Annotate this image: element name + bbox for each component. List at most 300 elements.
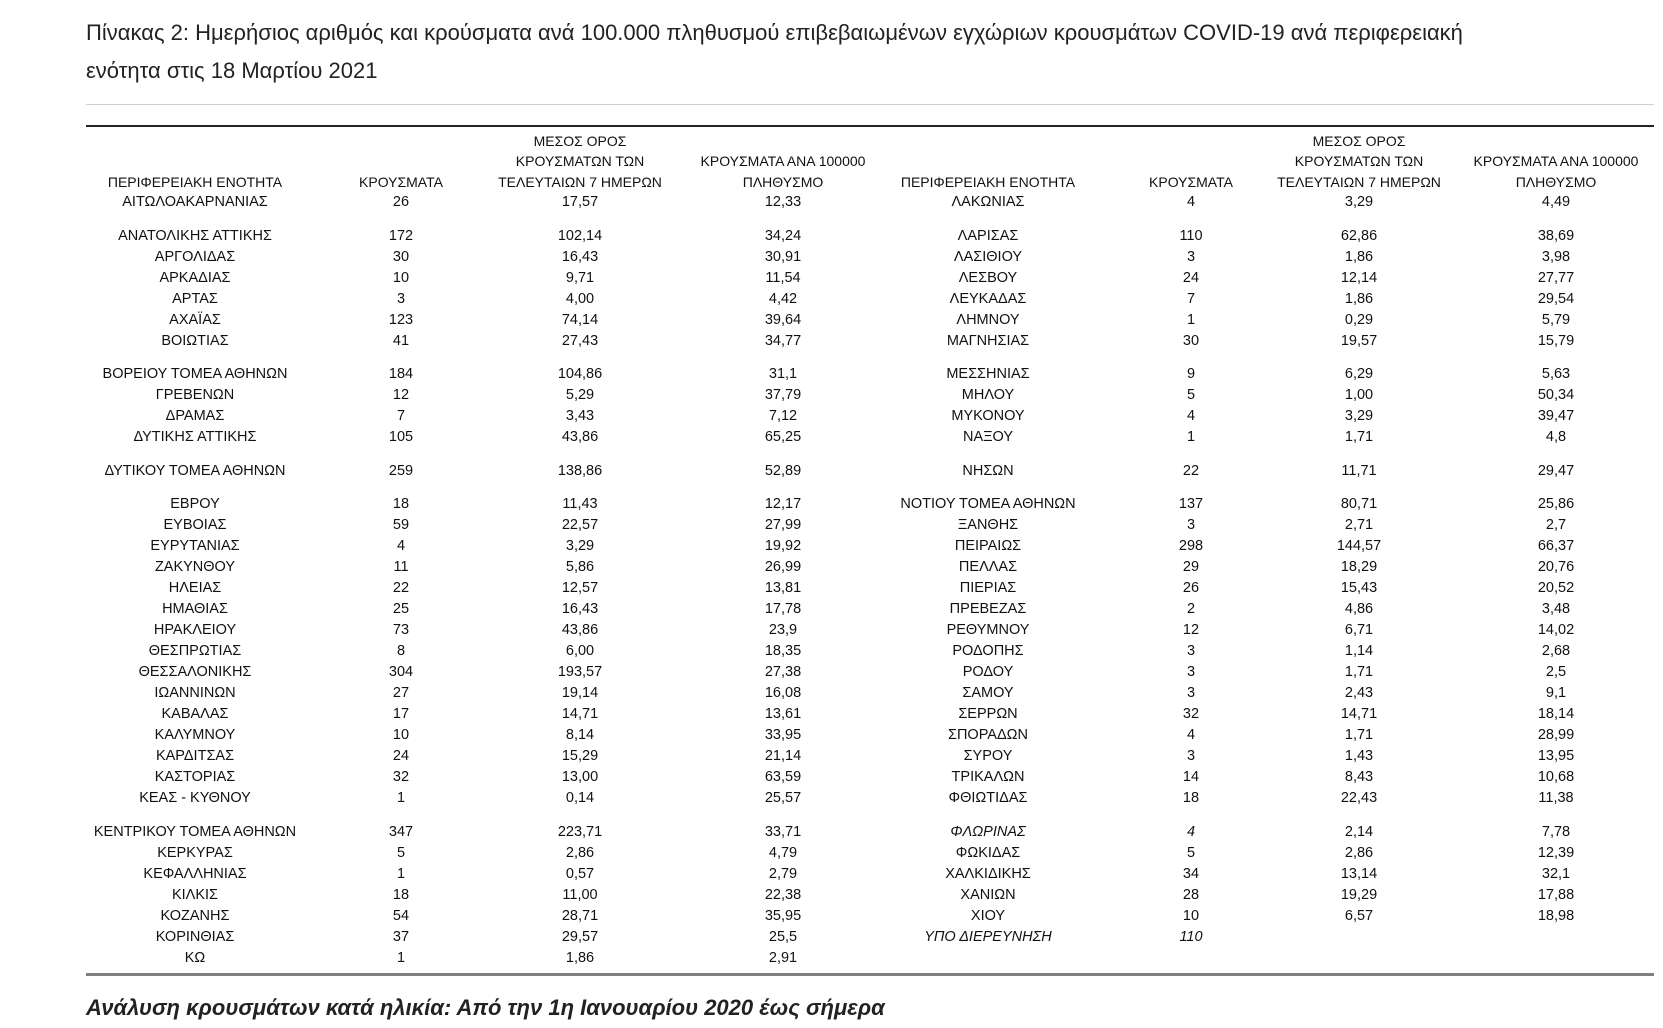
- cases-right: 4: [1186, 823, 1196, 840]
- region-name-left: ΑΡΚΑΔΙΑΣ: [159, 269, 231, 286]
- avg7-right: 2,86: [1344, 844, 1374, 861]
- region-name-left: ΚΑΡΔΙΤΣΑΣ: [155, 748, 235, 764]
- avg7-left: 27,43: [561, 332, 599, 349]
- avg7-left: 223,71: [557, 823, 603, 840]
- table-row: [86, 620, 1654, 641]
- avg7-right: 0,29: [1344, 311, 1374, 328]
- region-name-left: ΚΙΛΚΙΣ: [171, 886, 219, 903]
- per100k-right: 39,47: [1537, 408, 1575, 424]
- avg7-left: 74,14: [561, 311, 599, 328]
- caption-line-1: Πίνακας 2: Ημερήσιος αριθμός και κρούσματα ανά 100.000 πληθυσμού επιβεβαιωμένων εγχώριων κρουσμάτων COVID-19 ανά περιφερειακή: [86, 20, 1463, 45]
- region-name-right: ΝΗΣΩΝ: [962, 462, 1014, 479]
- cases-right: 298: [1178, 538, 1204, 554]
- avg7-right: 1,71: [1344, 429, 1374, 445]
- region-name-left: ΒΟΡΕΙΟΥ ΤΟΜΕΑ ΑΘΗΝΩΝ: [102, 366, 288, 382]
- region-name-left: ΚΟΖΑΝΗΣ: [160, 907, 230, 924]
- region-name-right: ΧΑΝΙΩΝ: [960, 886, 1016, 903]
- cases-right: 18: [1182, 790, 1200, 806]
- cases-left: 184: [388, 366, 414, 382]
- cases-right: 4: [1186, 408, 1196, 424]
- table-row: [86, 331, 1654, 352]
- cases-right: 10: [1182, 907, 1200, 924]
- cases-left: 11: [393, 559, 409, 575]
- table-row: [86, 864, 1654, 885]
- region-name-right: ΠΕΛΛΑΣ: [958, 559, 1018, 575]
- cases-left: 10: [392, 269, 410, 286]
- per100k-right: 14,02: [1537, 622, 1575, 638]
- region-name-right: ΠΕΙΡΑΙΩΣ: [954, 538, 1022, 554]
- region-name-right: ΝΑΞΟΥ: [962, 429, 1014, 445]
- avg7-left: 1,86: [565, 949, 595, 966]
- region-name-left: ΔΥΤΙΚΗΣ ΑΤΤΙΚΗΣ: [133, 429, 257, 445]
- table-row: [86, 268, 1654, 289]
- avg7-right: 2,71: [1344, 517, 1374, 533]
- per100k-left: 18,35: [764, 643, 802, 659]
- cases-left: 54: [392, 907, 410, 924]
- region-name-right: ΣΕΡΡΩΝ: [958, 706, 1018, 722]
- cases-right: 9: [1186, 366, 1196, 382]
- per100k-left: 21,14: [764, 748, 802, 764]
- table-row: [86, 843, 1654, 864]
- avg7-left: 6,00: [565, 643, 595, 659]
- region-name-right: ΜΗΛΟΥ: [961, 387, 1015, 403]
- per100k-right: 4,8: [1545, 429, 1567, 445]
- per100k-right: 20,52: [1537, 580, 1575, 596]
- region-name-left: ΘΕΣΣΑΛΟΝΙΚΗΣ: [138, 664, 252, 680]
- avg7-left: 9,71: [565, 269, 595, 286]
- region-name-right: ΛΑΚΩΝΙΑΣ: [951, 194, 1025, 210]
- cases-left: 27: [392, 685, 410, 701]
- per100k-left: 7,12: [768, 408, 798, 424]
- table-row: [86, 536, 1654, 557]
- header-per100k-left: ΚΡΟΥΣΜΑΤΑ ΑΝΑ 100000 ΠΛΗΘΥΣΜΟ: [700, 153, 866, 190]
- per100k-left: 17,78: [764, 601, 802, 617]
- per100k-right: 15,79: [1537, 332, 1575, 349]
- cases-left: 123: [388, 311, 414, 328]
- avg7-right: 13,14: [1340, 865, 1378, 882]
- avg7-right: 15,43: [1340, 580, 1378, 596]
- region-name-right: ΞΑΝΘΗΣ: [957, 517, 1019, 533]
- region-name-right: ΠΡΕΒΕΖΑΣ: [949, 601, 1027, 617]
- avg7-left: 14,71: [561, 706, 599, 722]
- avg7-right: 6,29: [1344, 366, 1374, 382]
- per100k-right: 3,98: [1541, 248, 1571, 265]
- per100k-left: 27,38: [764, 664, 802, 680]
- avg7-left: 43,86: [561, 622, 599, 638]
- per100k-left: 2,91: [768, 949, 798, 966]
- cases-right: 28: [1182, 886, 1200, 903]
- table-row: [86, 557, 1654, 578]
- per100k-left: 2,79: [768, 865, 798, 882]
- region-name-right: ΛΑΣΙΘΙΟΥ: [953, 248, 1023, 265]
- avg7-right: 1,71: [1344, 664, 1374, 680]
- per100k-right: 5,79: [1541, 311, 1571, 328]
- caption-divider: [86, 104, 1654, 105]
- avg7-right: 6,71: [1344, 622, 1374, 638]
- per100k-right: 2,68: [1541, 643, 1571, 659]
- avg7-right: 19,29: [1340, 886, 1378, 903]
- per100k-right: 18,14: [1537, 706, 1575, 722]
- avg7-left: 19,14: [561, 685, 599, 701]
- avg7-right: 1,00: [1344, 387, 1374, 403]
- avg7-right: 1,71: [1344, 727, 1374, 743]
- region-name-left: ΒΟΙΩΤΙΑΣ: [161, 332, 229, 349]
- region-name-left: ΚΩ: [184, 949, 206, 966]
- per100k-right: 3,48: [1541, 601, 1571, 617]
- table-row: [86, 364, 1654, 385]
- per100k-left: 12,33: [764, 194, 802, 210]
- cases-right: 26: [1182, 580, 1200, 596]
- caption-line-2: ενότητα στις 18 Μαρτίου 2021: [86, 58, 378, 83]
- cases-right: 12: [1182, 622, 1200, 638]
- cases-left: 1: [396, 949, 406, 966]
- table-row: [86, 725, 1654, 746]
- region-name-right: ΣΥΡΟΥ: [963, 748, 1013, 764]
- cases-left: 259: [388, 462, 414, 479]
- per100k-left: 25,57: [764, 790, 802, 806]
- cases-table: [86, 126, 1654, 969]
- cases-right: 110: [1179, 227, 1203, 244]
- table-row: [86, 662, 1654, 683]
- avg7-right: 14,71: [1340, 706, 1378, 722]
- avg7-left: 11,00: [562, 886, 598, 903]
- per100k-left: 33,71: [764, 823, 802, 840]
- table-row: [86, 427, 1654, 448]
- cases-right: 2: [1186, 601, 1196, 617]
- region-name-left: ΙΩΑΝΝΙΝΩΝ: [154, 685, 236, 701]
- per100k-right: 18,98: [1537, 907, 1575, 924]
- cases-right: 3: [1186, 685, 1196, 701]
- region-name-right: ΝΟΤΙΟΥ ΤΟΜΕΑ ΑΘΗΝΩΝ: [900, 496, 1076, 512]
- avg7-left: 193,57: [557, 664, 603, 680]
- table-bottom-rule: [86, 973, 1654, 976]
- region-name-right: ΦΛΩΡΙΝΑΣ: [950, 823, 1026, 840]
- cases-left: 105: [388, 429, 414, 445]
- table-row: [86, 310, 1654, 331]
- region-name-right: ΡΕΘΥΜΝΟΥ: [946, 622, 1030, 638]
- per100k-left: 34,77: [764, 332, 802, 349]
- cases-right: 24: [1182, 269, 1200, 286]
- region-name-right: ΤΡΙΚΑΛΩΝ: [951, 769, 1025, 785]
- avg7-left: 102,14: [557, 227, 603, 244]
- table-row: [86, 599, 1654, 620]
- region-name-left: ΚΑΛΥΜΝΟΥ: [154, 727, 236, 743]
- avg7-left: 11,43: [562, 496, 598, 512]
- region-name-left: ΖΑΚΥΝΘΟΥ: [154, 559, 236, 575]
- cases-left: 3: [396, 290, 406, 307]
- avg7-left: 5,86: [565, 559, 595, 575]
- cases-right: 30: [1182, 332, 1200, 349]
- region-name-left: ΑΧΑΪΑΣ: [169, 311, 221, 328]
- cases-left: 22: [392, 580, 410, 596]
- region-name-left: ΑΡΓΟΛΙΔΑΣ: [154, 248, 236, 265]
- avg7-left: 104,86: [557, 366, 603, 382]
- cases-right: 32: [1182, 706, 1200, 722]
- cases-right: 7: [1186, 290, 1196, 307]
- per100k-left: 25,5: [768, 928, 798, 945]
- table-row: [86, 247, 1654, 268]
- avg7-right: 11,71: [1341, 462, 1377, 479]
- cases-left: 304: [388, 664, 414, 680]
- table-row: [86, 704, 1654, 725]
- cases-left: 12: [392, 387, 410, 403]
- region-name-left: ΓΡΕΒΕΝΩΝ: [155, 387, 235, 403]
- per100k-left: 30,91: [764, 248, 802, 265]
- per100k-right: 12,39: [1537, 844, 1575, 861]
- avg7-left: 4,00: [565, 290, 595, 307]
- region-name-right: ΡΟΔΟΠΗΣ: [952, 643, 1024, 659]
- table-caption: [86, 14, 1656, 90]
- avg7-right: 1,43: [1344, 748, 1374, 764]
- avg7-right: 62,86: [1340, 227, 1378, 244]
- region-name-right: ΛΕΥΚΑΔΑΣ: [949, 290, 1027, 307]
- per100k-left: 22,38: [764, 886, 802, 903]
- per100k-left: 16,08: [764, 685, 802, 701]
- header-avg7-left: ΜΕΣΟΣ ΟΡΟΣ ΚΡΟΥΣΜΑΤΩΝ ΤΩΝ ΤΕΛΕΥΤΑΙΩΝ 7 ΗΜΕΡΩΝ: [498, 132, 662, 190]
- avg7-right: 4,86: [1344, 601, 1374, 617]
- region-name-right: ΧΑΛΚΙΔΙΚΗΣ: [945, 865, 1031, 882]
- region-name-right: ΜΥΚΟΝΟΥ: [951, 408, 1025, 424]
- per100k-left: 52,89: [764, 462, 802, 479]
- region-name-left: ΑΡΤΑΣ: [172, 290, 218, 307]
- per100k-right: 7,78: [1541, 823, 1571, 840]
- cases-left: 41: [392, 332, 410, 349]
- per100k-left: 23,9: [768, 622, 798, 638]
- region-name-left: ΚΕΦΑΛΛΗΝΙΑΣ: [143, 865, 247, 882]
- per100k-left: 26,99: [764, 559, 802, 575]
- cases-right: 3: [1186, 748, 1196, 764]
- cases-right: 110: [1179, 928, 1203, 945]
- region-name-left: ΚΕΝΤΡΙΚΟΥ ΤΟΜΕΑ ΑΘΗΝΩΝ: [93, 823, 297, 840]
- region-name-right: ΣΠΟΡΑΔΩΝ: [948, 727, 1028, 743]
- cases-left: 7: [396, 408, 406, 424]
- cases-left: 347: [388, 823, 414, 840]
- avg7-left: 138,86: [557, 462, 603, 479]
- avg7-left: 0,14: [565, 790, 595, 806]
- per100k-left: 34,24: [764, 227, 802, 244]
- region-name-left: ΔΡΑΜΑΣ: [165, 408, 225, 424]
- per100k-right: 20,76: [1537, 559, 1575, 575]
- cases-left: 24: [392, 748, 410, 764]
- per100k-right: 32,1: [1541, 865, 1571, 882]
- region-name-left: ΔΥΤΙΚΟΥ ΤΟΜΕΑ ΑΘΗΝΩΝ: [104, 462, 286, 479]
- cases-right: 3: [1186, 248, 1196, 265]
- per100k-right: 38,69: [1537, 227, 1575, 244]
- per100k-right: 13,95: [1537, 748, 1575, 764]
- avg7-right: 2,43: [1344, 685, 1374, 701]
- region-name-right: ΛΗΜΝΟΥ: [956, 311, 1020, 328]
- per100k-left: 37,79: [764, 387, 802, 403]
- per100k-left: 13,81: [764, 580, 802, 596]
- table-row: [86, 385, 1654, 406]
- table-row: [86, 927, 1654, 948]
- avg7-right: 3,29: [1344, 194, 1374, 210]
- per100k-left: 13,61: [764, 706, 802, 722]
- cases-left: 8: [396, 643, 406, 659]
- header-per100k-right: ΚΡΟΥΣΜΑΤΑ ΑΝΑ 100000 ΠΛΗΘΥΣΜΟ: [1473, 153, 1639, 190]
- cases-right: 3: [1186, 664, 1196, 680]
- region-name-left: ΑΝΑΤΟΛΙΚΗΣ ΑΤΤΙΚΗΣ: [118, 227, 272, 244]
- avg7-right: 1,86: [1344, 248, 1374, 265]
- region-name-left: ΑΙΤΩΛΟΑΚΑΡΝΑΝΙΑΣ: [122, 194, 268, 210]
- cases-left: 59: [392, 517, 410, 533]
- table-row: [86, 461, 1654, 482]
- table-row: [86, 683, 1654, 704]
- cases-right: 137: [1178, 496, 1204, 512]
- per100k-right: 29,47: [1537, 462, 1575, 479]
- per100k-left: 31,1: [768, 366, 798, 382]
- table-row: [86, 885, 1654, 906]
- avg7-right: 80,71: [1340, 496, 1378, 512]
- cases-left: 17: [392, 706, 410, 722]
- table-row: [86, 788, 1654, 809]
- per100k-left: 19,92: [764, 538, 802, 554]
- cases-right: 1: [1186, 311, 1196, 328]
- cases-left: 18: [392, 886, 410, 903]
- header-region-left: ΠΕΡΙΦΕΡΕΙΑΚΗ ΕΝΟΤΗΤΑ: [107, 173, 283, 190]
- region-name-left: ΗΛΕΙΑΣ: [168, 580, 222, 596]
- avg7-left: 15,29: [561, 748, 599, 764]
- region-name-left: ΚΟΡΙΝΘΙΑΣ: [155, 928, 235, 945]
- header-cases-right: ΚΡΟΥΣΜΑΤΑ: [1149, 173, 1233, 190]
- avg7-right: 1,86: [1344, 290, 1374, 307]
- per100k-right: 17,88: [1537, 886, 1575, 903]
- per100k-left: 12,17: [764, 496, 802, 512]
- cases-left: 25: [392, 601, 410, 617]
- region-name-right: ΧΙΟΥ: [970, 907, 1006, 924]
- cases-right: 3: [1186, 517, 1196, 533]
- per100k-right: 2,5: [1545, 664, 1567, 680]
- cases-right: 5: [1186, 844, 1196, 861]
- table-row: [86, 515, 1654, 536]
- cases-right: 34: [1182, 865, 1200, 882]
- cut-off-footer-text: Ανάλυση κρουσμάτων κατά ηλικία: Από την 1η Ιανουαρίου 2020 έως σήμερα: [86, 995, 885, 1020]
- avg7-left: 13,00: [561, 769, 599, 785]
- per100k-right: 28,99: [1537, 727, 1575, 743]
- cases-right: 4: [1186, 727, 1196, 743]
- table-row: [86, 641, 1654, 662]
- cases-left: 26: [392, 194, 410, 210]
- per100k-right: 66,37: [1537, 538, 1575, 554]
- avg7-right: 3,29: [1344, 408, 1374, 424]
- avg7-right: 22,43: [1340, 790, 1378, 806]
- avg7-left: 5,29: [565, 387, 595, 403]
- cases-left: 4: [396, 538, 406, 554]
- per100k-right: 11,38: [1538, 790, 1574, 806]
- table-row: [86, 906, 1654, 927]
- cases-right: 29: [1182, 559, 1200, 575]
- avg7-left: 22,57: [561, 517, 599, 533]
- avg7-right: 12,14: [1340, 269, 1378, 286]
- cases-right: 5: [1186, 387, 1196, 403]
- table-row: [86, 746, 1654, 767]
- cases-right: 4: [1186, 194, 1196, 210]
- table-row: [86, 494, 1654, 515]
- region-name-left: ΚΑΣΤΟΡΙΑΣ: [154, 769, 236, 785]
- cases-right: 14: [1182, 769, 1200, 785]
- avg7-left: 2,86: [565, 844, 595, 861]
- header-region-right: ΠΕΡΙΦΕΡΕΙΑΚΗ ΕΝΟΤΗΤΑ: [900, 173, 1076, 190]
- table-row: [86, 192, 1654, 213]
- table-row: [86, 406, 1654, 427]
- avg7-left: 16,43: [561, 248, 599, 265]
- avg7-left: 0,57: [565, 865, 595, 882]
- table-row: [86, 289, 1654, 310]
- per100k-left: 39,64: [764, 311, 802, 328]
- cases-left: 1: [396, 865, 406, 882]
- avg7-left: 28,71: [561, 907, 599, 924]
- cases-right: 1: [1186, 429, 1196, 445]
- region-name-left: ΕΒΡΟΥ: [170, 496, 220, 512]
- cases-left: 5: [396, 844, 406, 861]
- table-body: [86, 192, 1654, 969]
- cases-right: 22: [1182, 462, 1200, 479]
- per100k-left: 4,79: [768, 844, 798, 861]
- per100k-left: 27,99: [764, 517, 802, 533]
- region-name-right: ΠΙΕΡΙΑΣ: [959, 580, 1017, 596]
- region-name-left: ΕΥΡΥΤΑΝΙΑΣ: [150, 538, 240, 554]
- cases-left: 10: [392, 727, 410, 743]
- per100k-left: 35,95: [764, 907, 802, 924]
- avg7-right: 6,57: [1344, 907, 1374, 924]
- header-cases-left: ΚΡΟΥΣΜΑΤΑ: [359, 173, 443, 190]
- table-row: [86, 226, 1654, 247]
- per100k-right: 2,7: [1545, 517, 1567, 533]
- cases-left: 1: [396, 790, 406, 806]
- avg7-right: 144,57: [1336, 538, 1382, 554]
- region-name-right: ΛΕΣΒΟΥ: [958, 269, 1018, 286]
- table-row: [86, 578, 1654, 599]
- cases-left: 73: [392, 622, 410, 638]
- per100k-right: 5,63: [1541, 366, 1571, 382]
- region-name-left: ΚΕΑΣ - ΚΥΘΝΟΥ: [139, 790, 251, 806]
- per100k-left: 63,59: [764, 769, 802, 785]
- avg7-right: 2,14: [1344, 823, 1374, 840]
- per100k-left: 65,25: [764, 429, 802, 445]
- avg7-left: 43,86: [561, 429, 599, 445]
- cases-right: 3: [1186, 643, 1196, 659]
- avg7-left: 8,14: [565, 727, 595, 743]
- region-name-left: ΗΡΑΚΛΕΙΟΥ: [153, 622, 237, 638]
- region-name-right: ΡΟΔΟΥ: [962, 664, 1014, 680]
- table-row: [86, 822, 1654, 843]
- region-name-right: ΦΘΙΩΤΙΔΑΣ: [948, 790, 1028, 806]
- per100k-right: 25,86: [1537, 496, 1575, 512]
- region-name-left: ΗΜΑΘΙΑΣ: [162, 601, 228, 617]
- region-name-right: ΦΩΚΙΔΑΣ: [955, 844, 1021, 861]
- header-avg7-right: ΜΕΣΟΣ ΟΡΟΣ ΚΡΟΥΣΜΑΤΩΝ ΤΩΝ ΤΕΛΕΥΤΑΙΩΝ 7 ΗΜΕΡΩΝ: [1277, 132, 1441, 190]
- region-name-right: ΛΑΡΙΣΑΣ: [957, 227, 1019, 244]
- avg7-left: 29,57: [561, 928, 599, 945]
- avg7-right: 1,14: [1344, 643, 1374, 659]
- table-header: [86, 126, 1654, 192]
- per100k-left: 33,95: [764, 727, 802, 743]
- cases-left: 172: [388, 227, 414, 244]
- region-name-left: ΘΕΣΠΡΩΤΙΑΣ: [148, 643, 242, 659]
- per100k-right: 9,1: [1545, 685, 1567, 701]
- cases-left: 37: [392, 928, 410, 945]
- avg7-left: 3,29: [565, 538, 595, 554]
- table-row: [86, 948, 1654, 969]
- avg7-left: 12,57: [561, 580, 599, 596]
- avg7-left: 16,43: [561, 601, 599, 617]
- per100k-right: 29,54: [1537, 290, 1575, 307]
- avg7-left: 17,57: [561, 194, 599, 210]
- avg7-right: 8,43: [1344, 769, 1374, 785]
- avg7-left: 3,43: [565, 408, 595, 424]
- region-name-right: ΥΠΟ ΔΙΕΡΕΥΝΗΣΗ: [924, 928, 1052, 945]
- avg7-right: 19,57: [1340, 332, 1378, 349]
